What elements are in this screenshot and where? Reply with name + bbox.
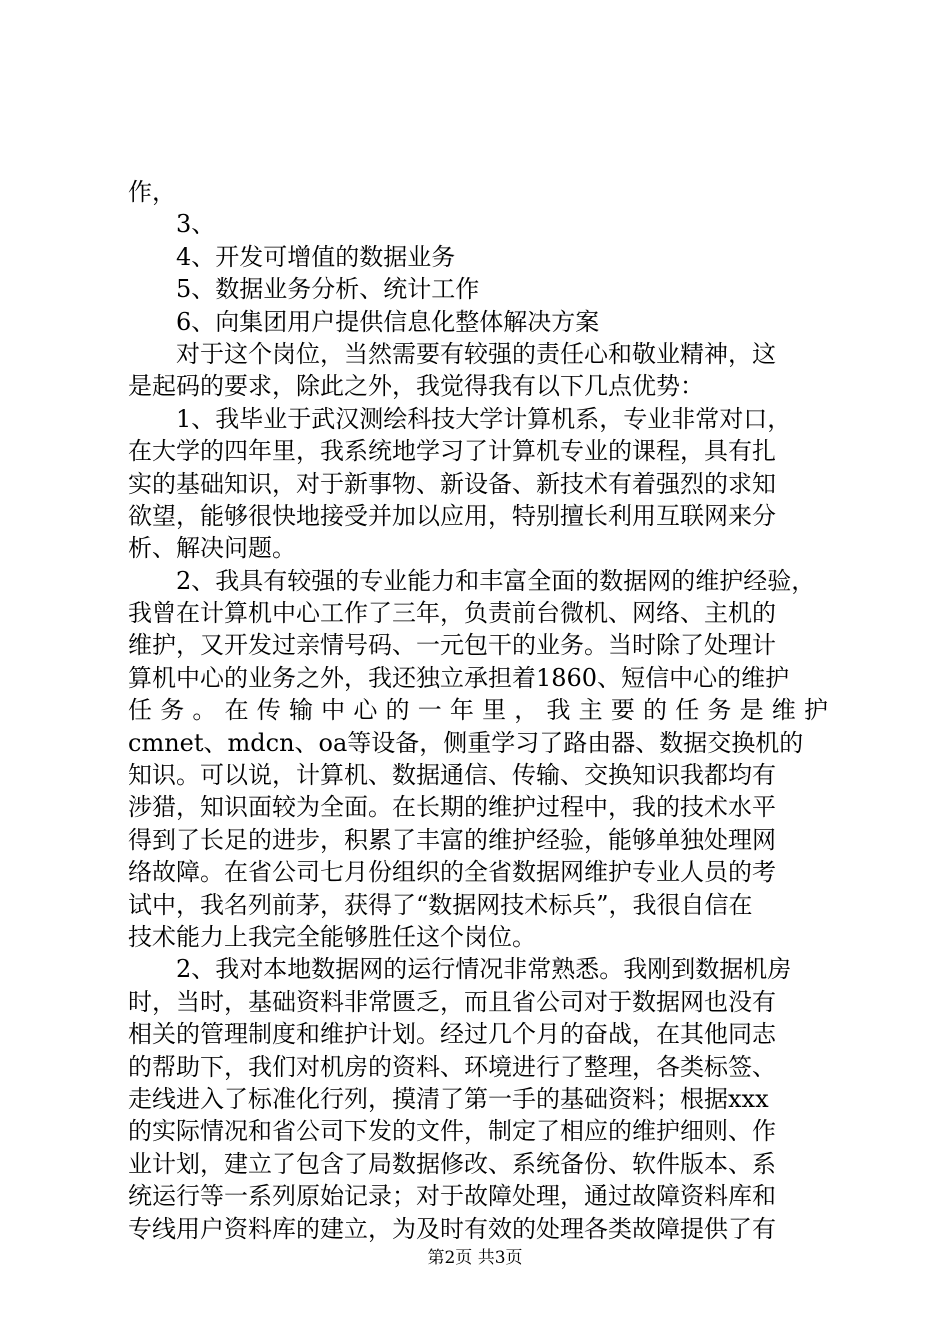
text-line: 试中，我名列前茅，获得了“数据网技术标兵”，我很自信在: [128, 890, 753, 919]
text-line: 维护，又开发过亲情号码、一元包干的业务。当时除了处理计: [128, 631, 776, 660]
text-line: 欲望，能够很快地接受并加以应用，特别擅长利用互联网来分: [128, 501, 776, 530]
text-line: 析、解决问题。: [128, 534, 296, 563]
text-line: 算机中心的业务之外，我还独立承担着1860、短信中心的维护: [128, 663, 790, 692]
text-line: 专线用户资料库的建立，为及时有效的处理各类故障提供了有: [128, 1214, 776, 1243]
text-line: 的实际情况和省公司下发的文件，制定了相应的维护细则、作: [128, 1117, 776, 1146]
page-footer: 第2页 共3页: [427, 1248, 523, 1268]
text-line: 相关的管理制度和维护计划。经过几个月的奋战，在其他同志: [128, 1020, 776, 1049]
text-line: 4、开发可增值的数据业务: [176, 242, 456, 271]
text-line: 2、我对本地数据网的运行情况非常熟悉。我刚到数据机房: [176, 955, 792, 984]
text-line: 走线进入了标准化行列，摸清了第一手的基础资料；根据xxx: [128, 1084, 769, 1113]
body-text: [128, 176, 828, 1245]
text-line: 的帮助下，我们对机房的资料、环境进行了整理，各类标签、: [128, 1052, 776, 1081]
text-line: 5、数据业务分析、统计工作: [176, 275, 480, 304]
text-line: 统运行等一系列原始记录；对于故障处理，通过故障资料库和: [128, 1182, 776, 1211]
text-line: 知识。可以说，计算机、数据通信、传输、交换知识我都均有: [128, 761, 776, 790]
text-line: 1、我毕业于武汉测绘科技大学计算机系，专业非常对口，: [176, 404, 792, 433]
text-line: 时，当时，基础资料非常匮乏，而且省公司对于数据网也没有: [128, 987, 776, 1016]
text-line: 2、我具有较强的专业能力和丰富全面的数据网的维护经验，: [176, 566, 816, 595]
text-line: cmnet、mdcn、oa等设备，侧重学习了路由器、数据交换机的: [128, 728, 804, 757]
text-line: 对于这个岗位，当然需要有较强的责任心和敬业精神，这: [176, 339, 776, 368]
text-line: 涉猎，知识面较为全面。在长期的维护过程中，我的技术水平: [128, 793, 776, 822]
text-line: 得到了长足的进步，积累了丰富的维护经验，能够单独处理网: [128, 825, 776, 854]
text-line: 实的基础知识，对于新事物、新设备、新技术有着强烈的求知: [128, 469, 776, 498]
text-line: 6、向集团用户提供信息化整体解决方案: [176, 307, 600, 336]
text-line: 技术能力上我完全能够胜任这个岗位。: [128, 922, 536, 951]
text-line: 任务。在传输中心的一年里，我主要的任务是维护: [128, 696, 828, 725]
text-line: 我曾在计算机中心工作了三年，负责前台微机、网络、主机的: [128, 599, 776, 628]
text-line: 作，: [128, 178, 176, 206]
text-line: 业计划，建立了包含了局数据修改、系统备份、软件版本、系: [128, 1149, 776, 1178]
text-line: 络故障。在省公司七月份组织的全省数据网维护专业人员的考: [128, 858, 776, 887]
text-line: 在大学的四年里，我系统地学习了计算机专业的课程，具有扎: [128, 437, 776, 466]
text-line: 3、: [176, 210, 216, 239]
text-line: 是起码的要求，除此之外，我觉得我有以下几点优势：: [128, 372, 704, 401]
